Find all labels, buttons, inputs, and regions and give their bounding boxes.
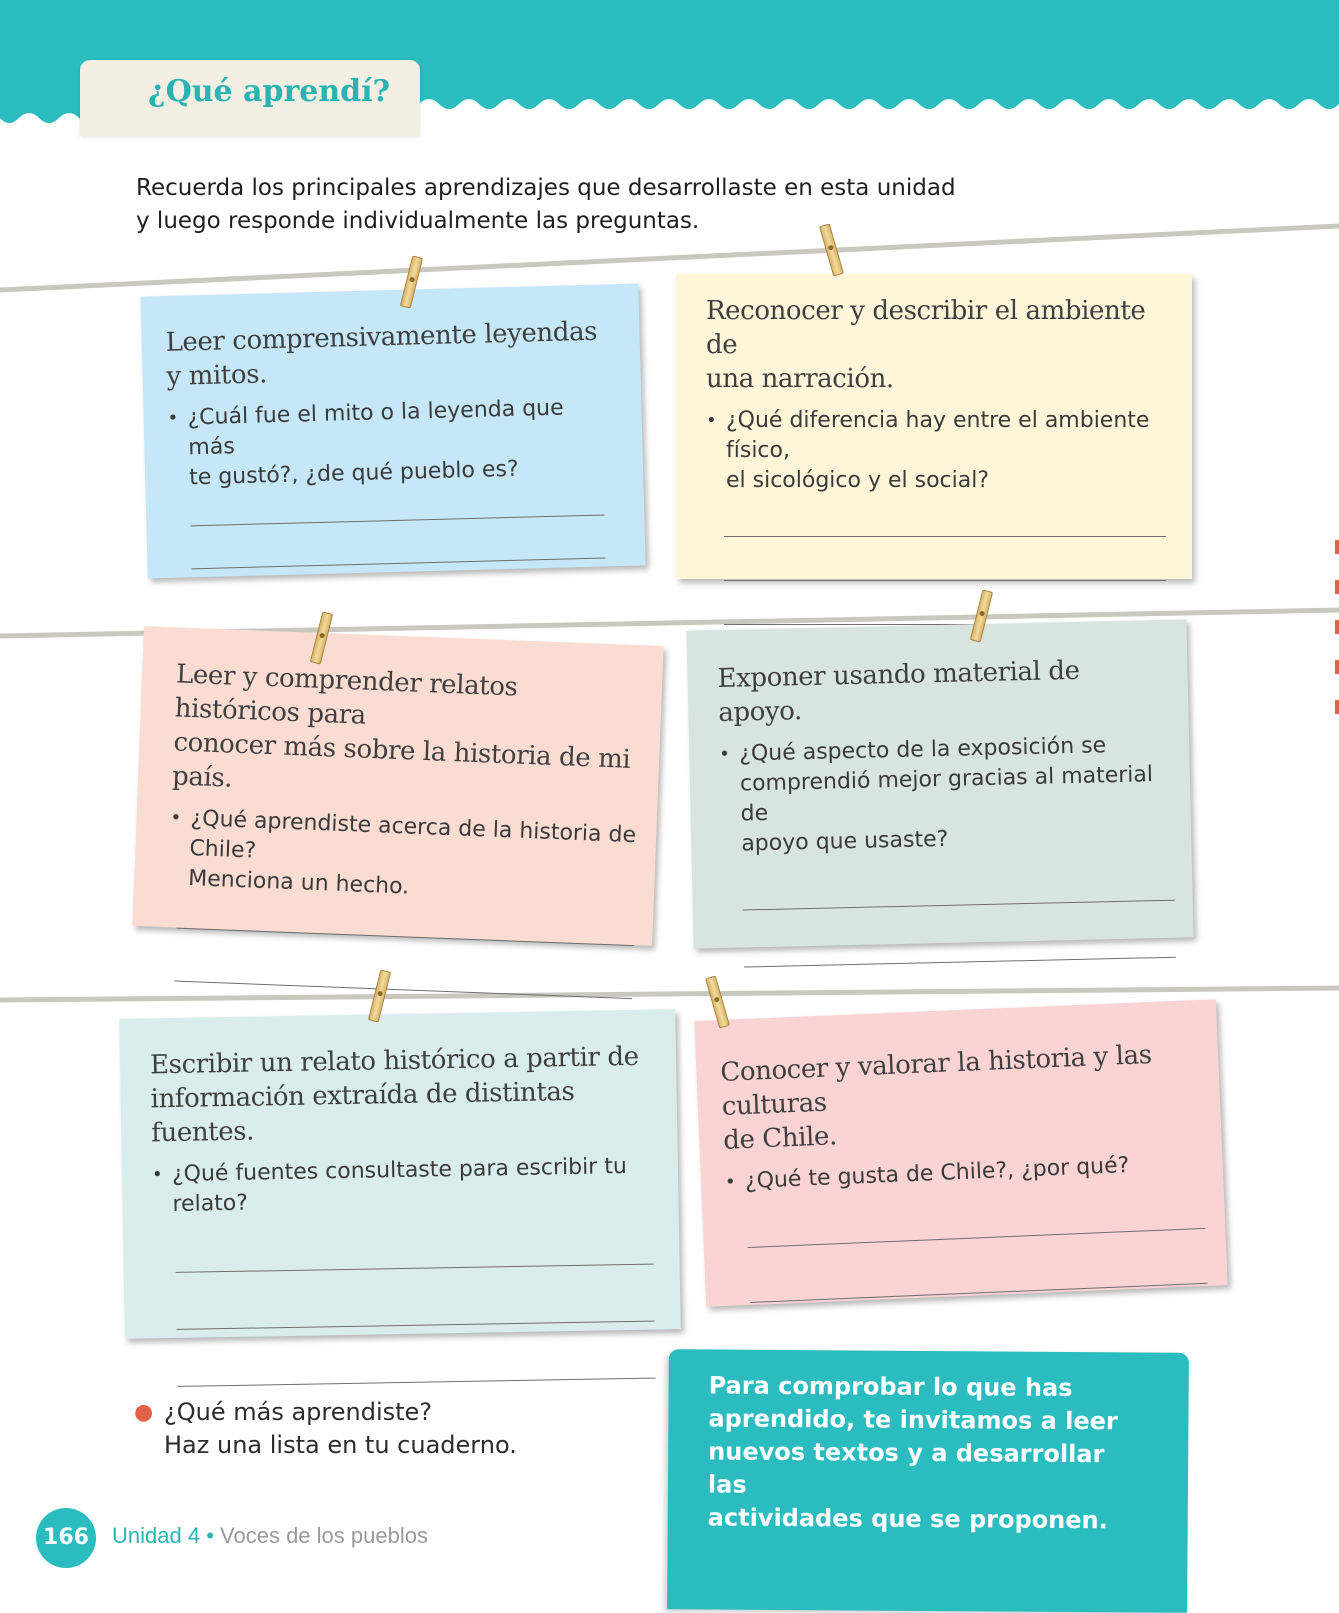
answer-line[interactable] — [724, 580, 1166, 581]
note-title: Exponer usando material de apoyo. — [717, 655, 1080, 729]
note-question: • ¿Qué aprendiste acerca de la historia de Chile? Menciona un hecho. — [170, 806, 637, 900]
page-title: ¿Qué aprendí? — [148, 74, 391, 109]
intro-line-1: Recuerda los principales aprendizajes que desarrollaste en esta unidad — [136, 175, 956, 201]
more-line-1: ¿Qué más aprendiste? — [164, 1398, 433, 1426]
note-relatos-historicos — [132, 626, 663, 946]
unit-title: Voces de los pueblos — [220, 1523, 428, 1548]
answer-line[interactable] — [748, 1228, 1206, 1248]
answer-line[interactable] — [724, 536, 1166, 537]
note-question: • ¿Qué aspecto de la exposición se comprendió mejor gracias al material de apoyo que usaste? — [719, 733, 1154, 857]
note-title: Escribir un relato histórico a partir de información extraída de distintas fuentes. — [149, 1041, 639, 1149]
page-edge-marks — [1335, 540, 1339, 720]
note-question: • ¿Qué te gusta de Chile?, ¿por qué? — [724, 1152, 1130, 1195]
more-line-2: Haz una lista en tu cuaderno. — [164, 1431, 517, 1459]
note-leyendas — [140, 284, 645, 579]
cta-text: Para comprobar lo que has aprendido, te invitamos a leer nuevos textos y a desarrollar las actividades que se proponen. — [707, 1371, 1118, 1535]
answer-line[interactable] — [190, 514, 604, 526]
note-escribir-relato — [119, 1009, 681, 1339]
more-learnings — [134, 1396, 517, 1462]
bullet-dot-icon: ● — [134, 1400, 154, 1425]
page-number: 166 — [36, 1508, 96, 1568]
answer-line[interactable] — [177, 1321, 655, 1330]
separator-dot: • — [206, 1523, 214, 1548]
note-title: Reconocer y describir el ambiente de una narración. — [706, 296, 1146, 394]
answer-line[interactable] — [192, 557, 606, 569]
note-ambiente — [676, 274, 1192, 579]
cta-box — [667, 1349, 1189, 1613]
note-exponer — [686, 619, 1193, 948]
footer-unit-label — [112, 1523, 428, 1549]
answer-line[interactable] — [743, 900, 1175, 911]
answer-line[interactable] — [176, 1264, 654, 1273]
note-valorar-historia — [694, 999, 1228, 1307]
note-question: • ¿Qué diferencia hay entre el ambiente físico, el sicológico y el social? — [706, 408, 1150, 493]
note-title: Leer comprensivamente leyendas y mitos. — [165, 316, 598, 392]
note-question: • ¿Cuál fue el mito o la leyenda que más te gustó?, ¿de qué pueblo es? — [167, 395, 564, 491]
unit-label: Unidad 4 — [112, 1523, 201, 1548]
note-question: • ¿Qué fuentes consultaste para escribir tu relato? — [151, 1154, 628, 1217]
note-title: Leer y comprender relatos históricos para conocer más sobre la historia de mi país. — [171, 659, 631, 794]
intro-line-2: y luego responde individualmente las preguntas. — [136, 208, 700, 234]
note-title: Conocer y valorar la historia y las culturas de Chile. — [719, 1039, 1153, 1156]
